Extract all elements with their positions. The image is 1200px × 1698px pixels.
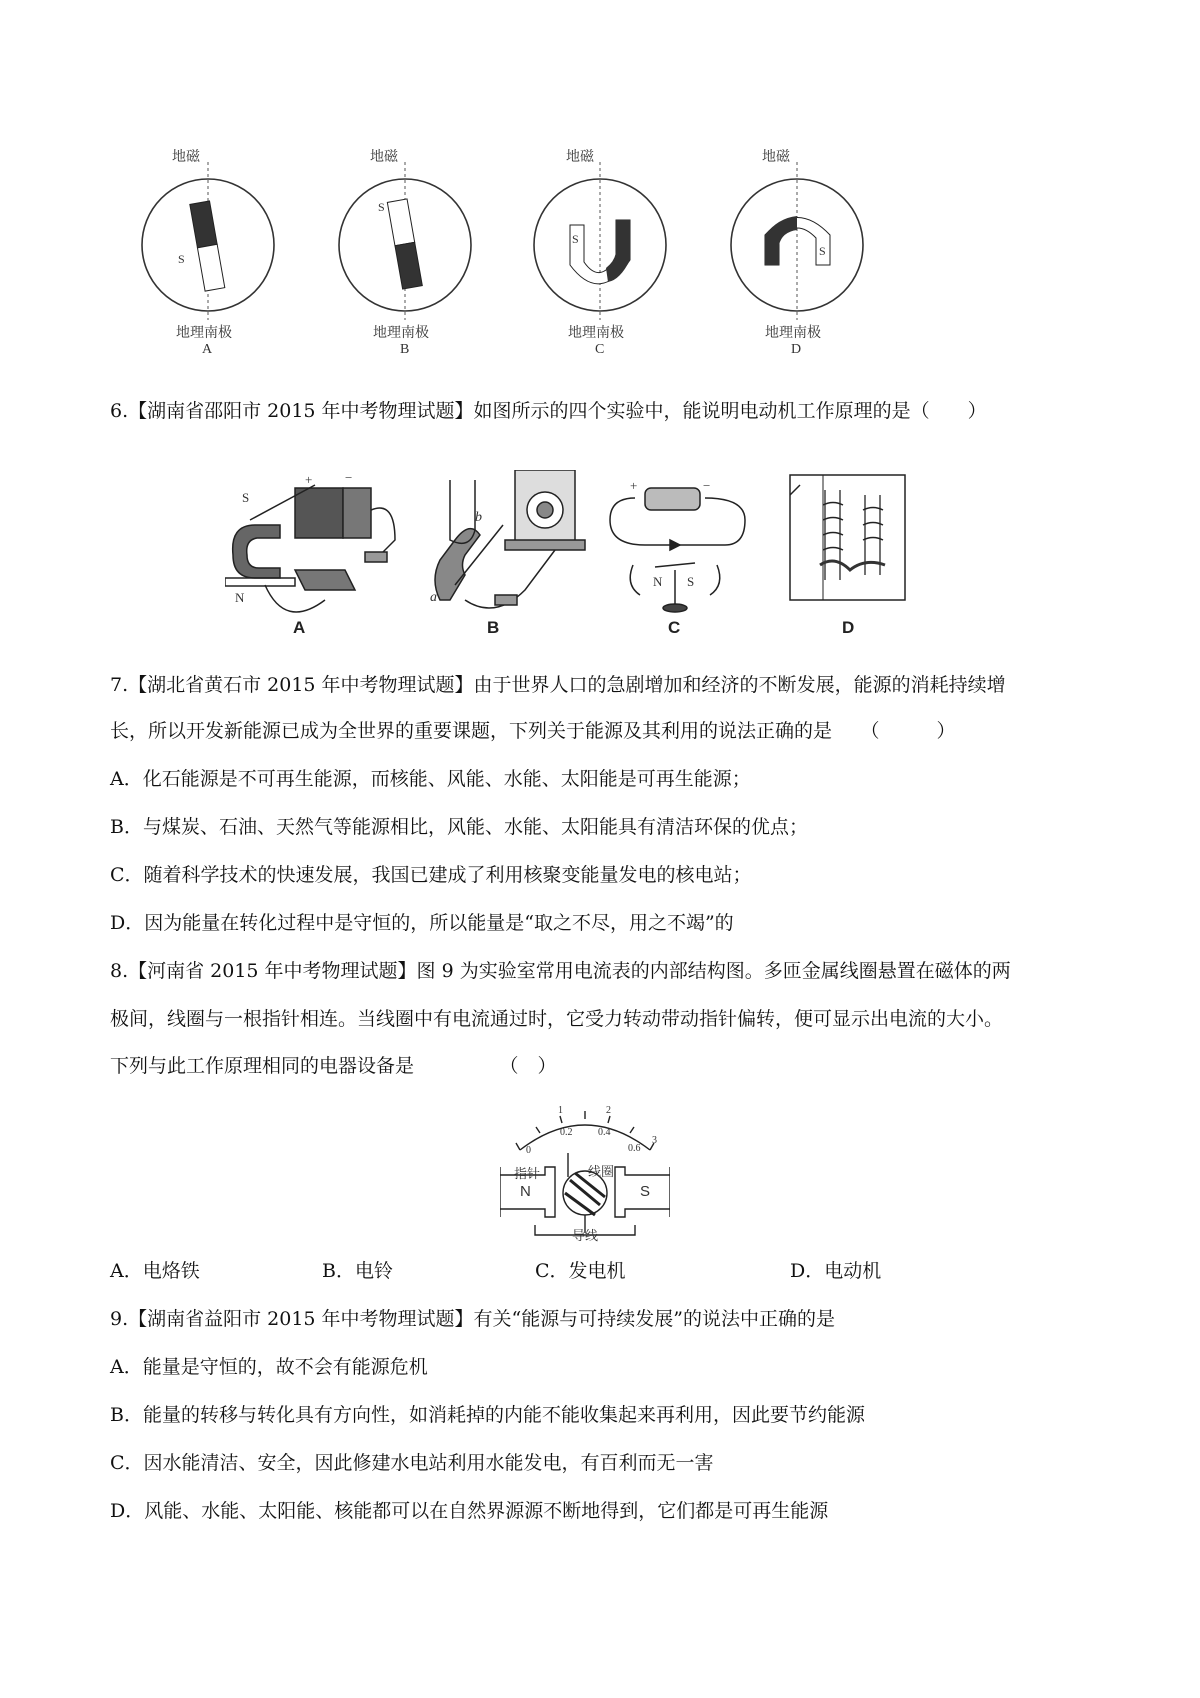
question-8-option-c: C．发电机: [535, 1260, 626, 1282]
fig6-mark-minus-c: −: [703, 478, 711, 493]
question-6-text: 6.【湖南省邵阳市 2015 年中考物理试题】如图所示的四个实验中，能说明电动机工作原理的是（ ）: [110, 400, 987, 422]
question-8-option-b: B．电铃: [322, 1260, 393, 1282]
fig5-pole-c: S: [572, 232, 579, 246]
experiment-b: [435, 470, 585, 608]
fig5-bottom-label-c: 地理南极: [568, 326, 624, 341]
fig6-mark-b-letter: b: [475, 510, 482, 525]
fig5-letter-a: A: [202, 342, 213, 357]
fig6-letter-a: A: [293, 618, 306, 637]
fig6-letter-b: B: [487, 618, 500, 637]
experiment-c: [610, 488, 745, 612]
fig5-letter-d: D: [791, 342, 802, 357]
fig5-letter-c: C: [595, 342, 605, 357]
question-9-option-b: B．能量的转移与转化具有方向性，如消耗掉的内能不能收集起来再利用，因此要节约能源: [110, 1404, 865, 1426]
fig6-mark-plus-c: +: [630, 478, 638, 493]
fig6-mark-n: N: [235, 590, 245, 605]
experiment-a: [225, 485, 395, 612]
question-8-option-d: D．电动机: [790, 1260, 882, 1282]
fig6-mark-plus-a: +: [305, 472, 313, 487]
fig5-top-label-c: 地磁: [566, 150, 594, 165]
question-7-option-c: C．随着科学技术的快速发展，我国已建成了利用核聚变能量发电的核电站；: [110, 864, 752, 886]
bar-magnet-a: [190, 201, 225, 291]
fig5-top-label-d: 地磁: [762, 150, 790, 165]
fig8-s-label: S: [640, 1183, 651, 1200]
fig5-top-label-b: 地磁: [370, 150, 398, 165]
fig6-mark-n-c: N: [653, 574, 663, 589]
figure-q5: [130, 140, 890, 365]
fig5-letter-b: B: [400, 342, 410, 357]
fig5-bottom-label-d: 地理南极: [765, 326, 821, 341]
fig8-scale-top-3: 3: [652, 1135, 657, 1146]
fig5-pole-d: S: [819, 244, 826, 258]
question-9-option-d: D．风能、水能、太阳能、核能都可以在自然界源源不断地得到，它们都是可再生能源: [110, 1500, 829, 1522]
fig6-mark-a-letter: a: [430, 590, 437, 605]
question-8-line-3: 下列与此工作原理相同的电器设备是 （ ）: [110, 1055, 557, 1077]
fig8-scale-top-1: 1: [558, 1105, 563, 1116]
figure-q6-drawing: [225, 470, 985, 640]
fig6-letter-d: D: [842, 618, 855, 637]
question-8-line-1: 8.【河南省 2015 年中考物理试题】图 9 为实验室常用电流表的内部结构图。多匝金属线圈悬置在磁体的两: [110, 960, 1011, 982]
experiment-d: [790, 475, 905, 600]
fig8-scale-top-2: 2: [606, 1105, 611, 1116]
fig5-pole-a: S: [178, 252, 185, 266]
fig5-bottom-label-a: 地理南极: [176, 326, 232, 341]
fig8-n-label: N: [520, 1183, 531, 1200]
fig8-coil-label: 线圈: [588, 1164, 615, 1179]
question-7-option-b: B．与煤炭、石油、天然气等能源相比，风能、水能、太阳能具有清洁环保的优点；: [110, 816, 808, 838]
fig8-scale-bottom-04: 0.4: [598, 1127, 611, 1138]
fig8-scale-bottom-02: 0.2: [560, 1127, 573, 1138]
question-7-line-2: 长，所以开发新能源已成为全世界的重要课题，下列关于能源及其利用的说法正确的是 （ ）: [110, 720, 956, 742]
question-8-line-2: 极间，线圈与一根指针相连。当线圈中有电流通过时，它受力转动带动指针偏转，便可显示出电流的大小。: [110, 1008, 1004, 1030]
fig6-mark-minus-a: −: [345, 470, 353, 485]
fig6-letter-c: C: [668, 618, 681, 637]
fig8-scale-bottom-06: 0.6: [628, 1143, 641, 1154]
figure-q8-ammeter: [500, 1105, 670, 1245]
bar-magnet-b: [387, 199, 422, 289]
question-9-option-a: A．能量是守恒的，故不会有能源危机: [110, 1356, 428, 1378]
fig8-wire-label: 导线: [572, 1228, 599, 1243]
question-7-option-a: A．化石能源是不可再生能源，而核能、风能、水能、太阳能是可再生能源；: [110, 768, 751, 790]
question-8-option-a: A．电烙铁: [110, 1260, 200, 1282]
fig6-mark-s: S: [242, 490, 250, 505]
fig8-scale-bottom-0: 0: [526, 1145, 531, 1156]
question-7-option-d: D．因为能量在转化过程中是守恒的，所以能量是“取之不尽，用之不竭”的: [110, 912, 734, 934]
fig6-mark-s-c: S: [687, 574, 695, 589]
fig5-top-label-a: 地磁: [172, 150, 200, 165]
figure-q6: [225, 470, 985, 640]
fig5-pole-b: S: [378, 200, 385, 214]
question-9-option-c: C．因水能清洁、安全，因此修建水电站利用水能发电，有百利而无一害: [110, 1452, 714, 1474]
fig8-pointer-label: 指针: [514, 1166, 541, 1181]
question-7-line-1: 7.【湖北省黄石市 2015 年中考物理试题】由于世界人口的急剧增加和经济的不断发展，能源的消耗持续增: [110, 674, 1006, 696]
question-9-text: 9.【湖南省益阳市 2015 年中考物理试题】有关“能源与可持续发展”的说法中正确的是: [110, 1308, 835, 1330]
fig5-bottom-label-b: 地理南极: [373, 326, 429, 341]
